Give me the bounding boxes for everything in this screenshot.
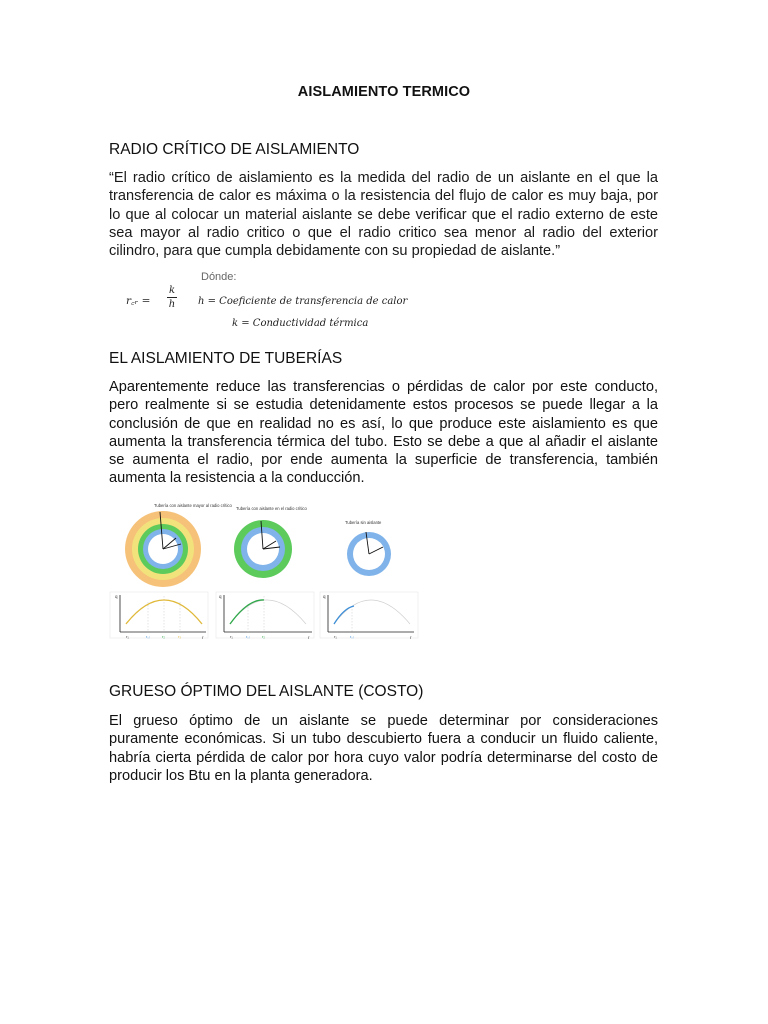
figure-panel-1 — [125, 503, 232, 587]
critical-radius-formula — [120, 268, 410, 338]
graph-axis-label-q: q — [219, 594, 222, 599]
formula-definition-k: k = Conductividad térmica — [232, 318, 369, 329]
formula-donde-label: Dónde: — [201, 271, 237, 283]
formula-numerator: k — [168, 285, 176, 296]
graph-tick-label: r꜀ᵣ — [350, 634, 354, 639]
insulation-figure — [108, 492, 424, 644]
section-heading-radio-critico: RADIO CRÍTICO DE AISLAMIENTO — [109, 141, 360, 158]
panel-1-caption: Tubería con aislante mayor al radio crítico — [154, 503, 232, 508]
panel-3-caption: Tubería sin aislante — [345, 520, 382, 525]
figure-panel-3 — [345, 520, 391, 576]
graph-panel-2 — [216, 592, 314, 640]
formula-fraction — [166, 284, 178, 311]
graph-panel-1 — [110, 592, 208, 640]
section-heading-grueso-optimo: GRUESO ÓPTIMO DEL AISLANTE (COSTO) — [109, 683, 424, 700]
graph-axis-label-r: r — [410, 635, 412, 640]
graph-tick-label: r꜀ᵣ — [146, 634, 150, 639]
formula-lhs: r꜀ᵣ = — [126, 295, 151, 307]
graph-tick-label: r₂ — [262, 634, 265, 639]
section-paragraph-tuberias: Aparentemente reduce las transferencias o pérdidas de calor por este conducto, pero realmente si se estudia detenidamente estos procesos se puede llegar a la conclusión de que en realidad no es así, lo que produce este aislamiento es que aumenta la transferencia térmica del tubo. Esto se debe a que al añadir el aislante se aumenta el radio, por ende aumenta la superficie de transferencia, también aumenta la resistencia a la conducción. — [109, 379, 658, 487]
graph-background — [320, 592, 418, 638]
graph-tick-label: r₁ — [334, 634, 337, 639]
graph-tick-label: r₁ — [126, 634, 129, 639]
graph-tick-label: r꜀ᵣ — [246, 634, 250, 639]
graph-tick-label: r₁ — [230, 634, 233, 639]
section-paragraph-radio-critico: “El radio crítico de aislamiento es la medida del radio de un aislante en el que la transferencia de calor es máxima o la resistencia del flujo de calor es muy baja, por lo que al colocar un material aislante se debe verificar que el radio externo de este sea mayor al radio critico o que el radio critico sea menor al radio del exterior cilindro, para que cumpla debidamente con su propiedad de aislante.” — [109, 170, 658, 260]
graph-axis-label-q: q — [323, 594, 326, 599]
panel-2-caption: Tubería con aislante en el radio crítico — [236, 506, 307, 511]
formula-definition-h: h = Coeficiente de transferencia de calor — [198, 296, 408, 307]
graph-axis-label-q: q — [115, 594, 118, 599]
graph-axis-label-r: r — [202, 635, 204, 640]
section-paragraph-grueso-optimo: El grueso óptimo de un aislante se puede determinar por consideraciones puramente económicas. Si un tubo descubierto fuera a conducir un fluido caliente, habría cierta pérdida de calor por hora cuyo valor podría determinarse del costo de producir los Btu en la planta generadora. — [109, 713, 658, 784]
figure-panel-2 — [234, 506, 308, 578]
document-title: AISLAMIENTO TERMICO — [297, 84, 471, 100]
graph-panel-3 — [320, 592, 418, 640]
graph-tick-label: r₃ — [178, 634, 181, 639]
graph-tick-label: r₂ — [162, 634, 165, 639]
formula-denominator: h — [168, 299, 176, 310]
graph-axis-label-r: r — [308, 635, 310, 640]
section-heading-tuberias: EL AISLAMIENTO DE TUBERÍAS — [109, 350, 343, 367]
graph-background — [216, 592, 314, 638]
